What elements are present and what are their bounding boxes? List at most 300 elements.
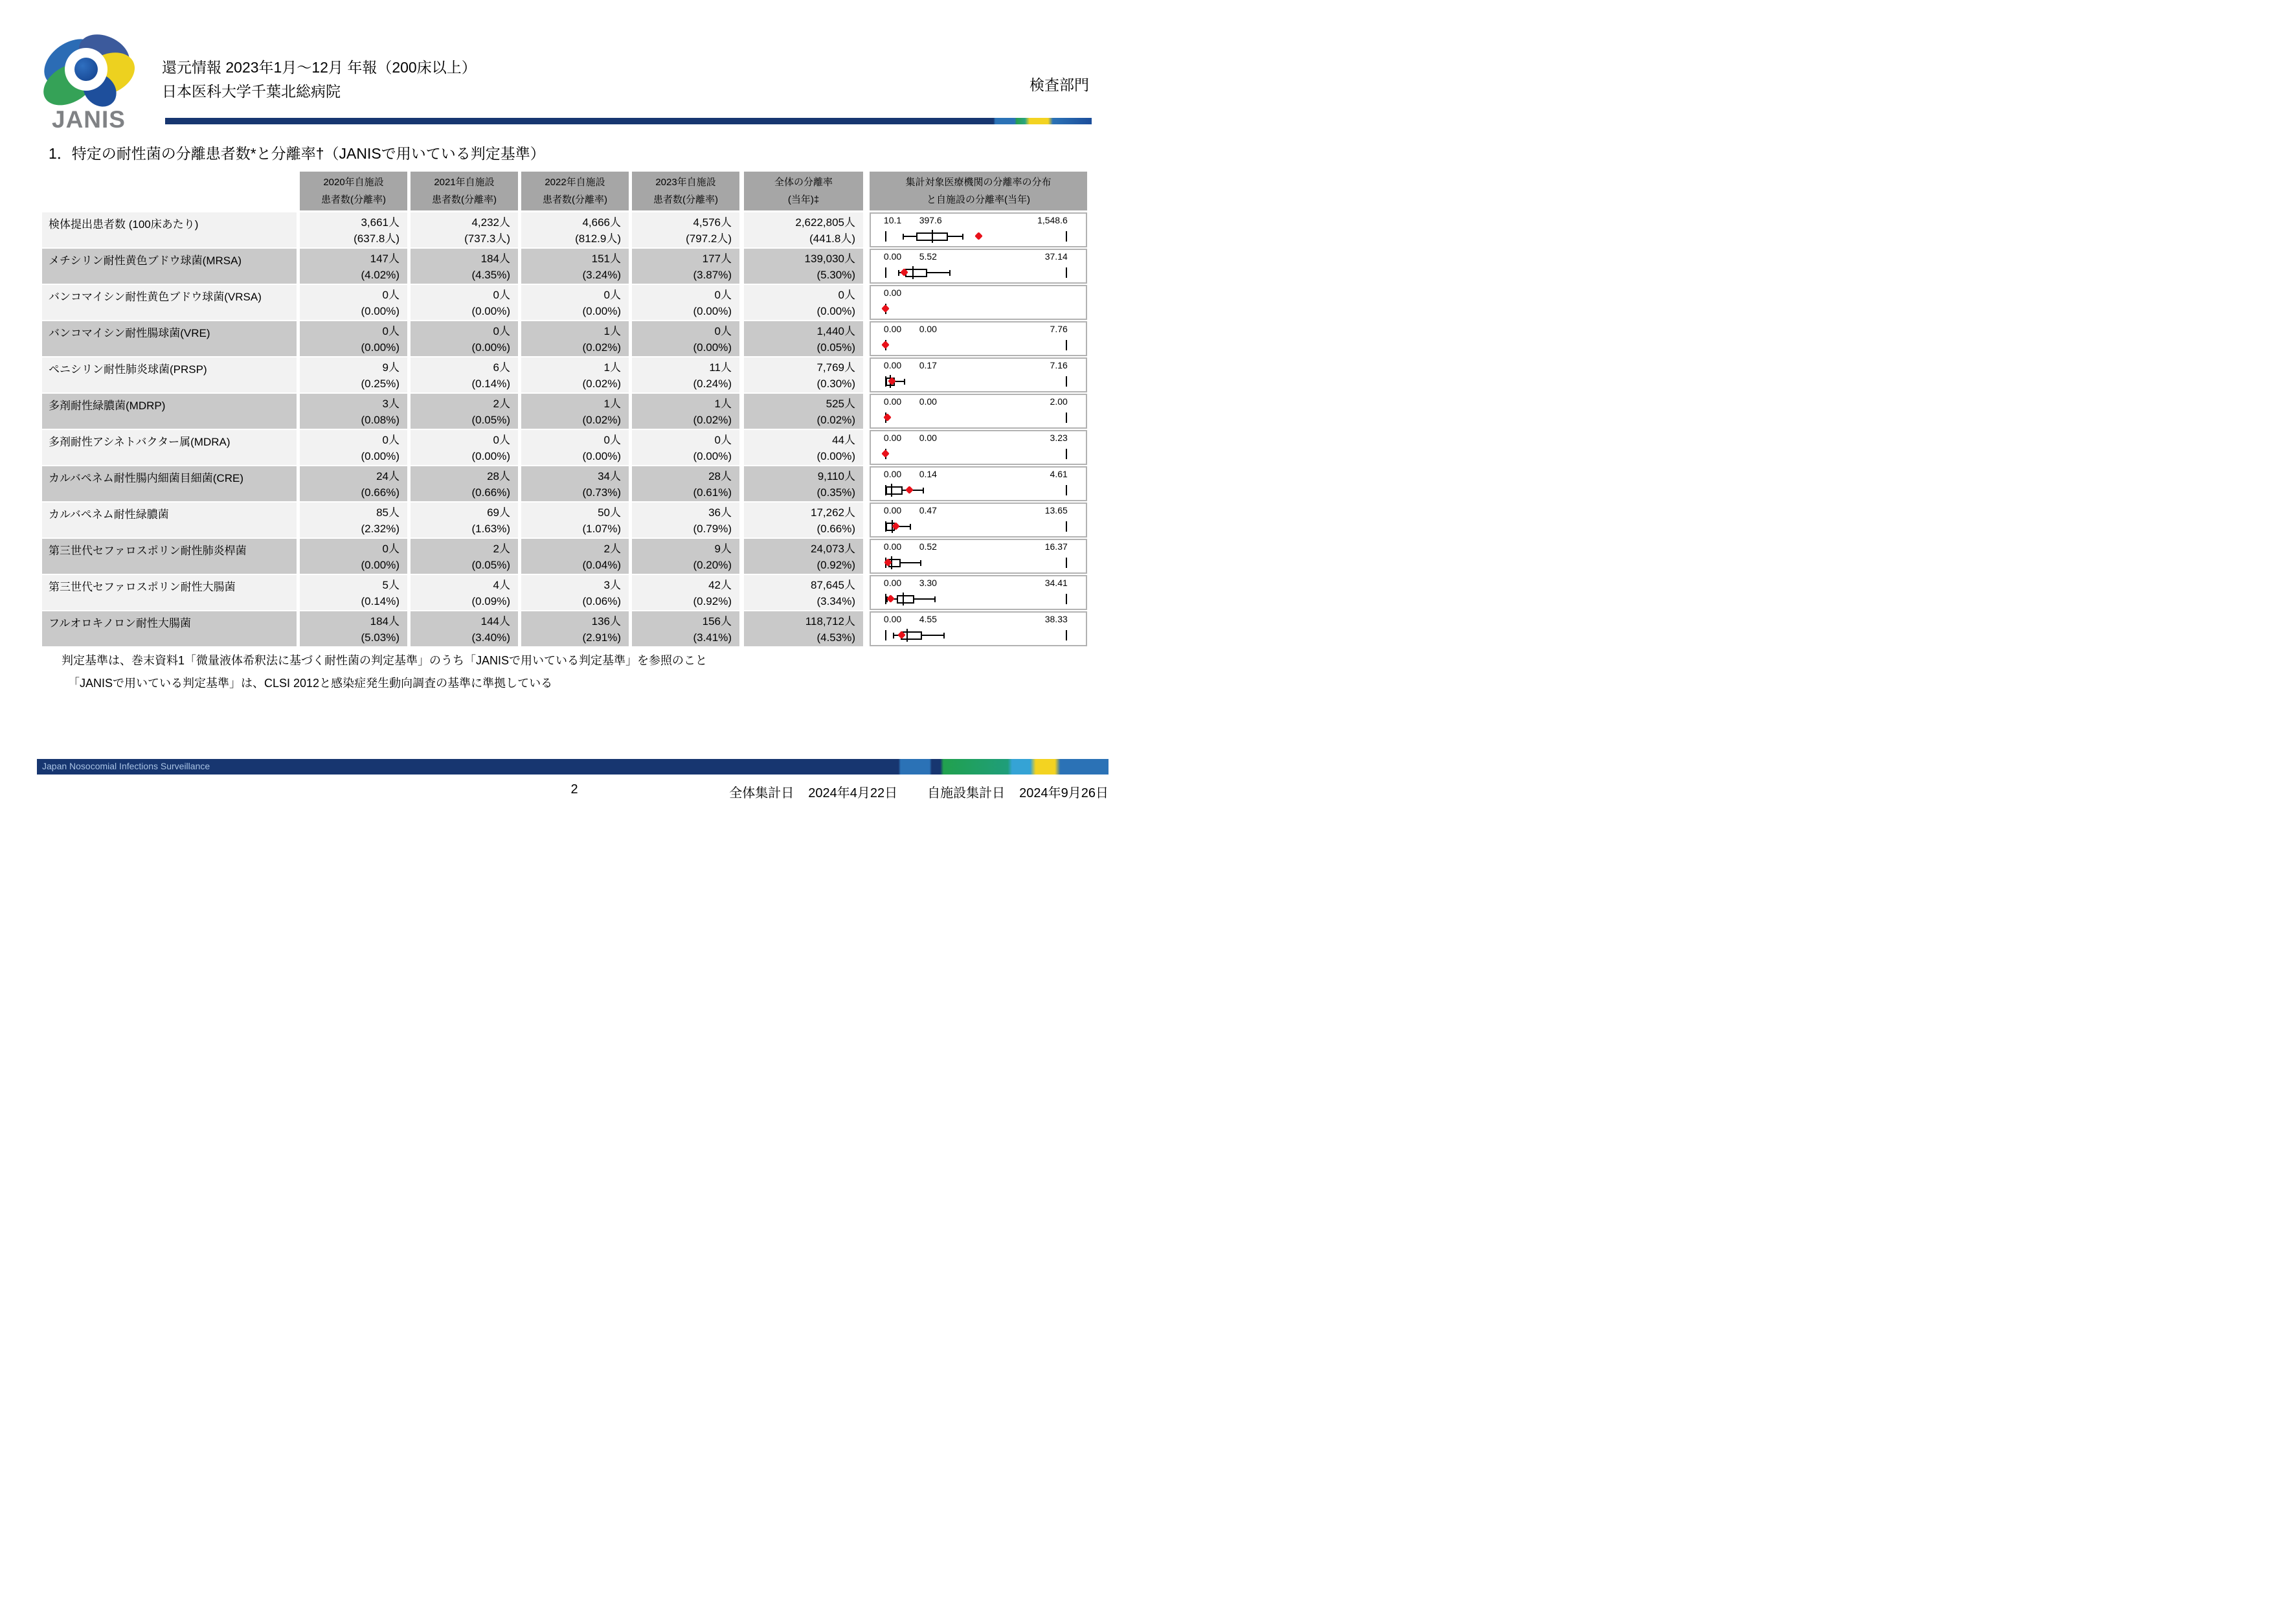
- patient-count: 87,645人: [811, 579, 855, 591]
- value-2021: [411, 503, 518, 537]
- table-body: [42, 212, 1087, 646]
- whisker-high-cap: [962, 234, 963, 240]
- dist-max-label: 7.16: [1050, 360, 1068, 370]
- value-total: [744, 249, 863, 284]
- dist-max-label: 34.41: [1044, 578, 1068, 588]
- isolation-rate: (3.24%): [582, 269, 621, 281]
- isolation-rate: (3.87%): [693, 269, 732, 281]
- dist-min-label: 0.00: [883, 469, 902, 479]
- value-2022: [521, 466, 629, 501]
- organism-label: カルバペネム耐性緑膿菌: [42, 503, 297, 537]
- value-2023: [632, 357, 739, 392]
- isolation-rate: (0.00%): [361, 305, 400, 317]
- isolation-rate: (0.00%): [693, 341, 732, 354]
- distribution-cell: [870, 503, 1087, 537]
- isolation-rate: (5.30%): [816, 269, 855, 281]
- value-2021: [411, 611, 518, 646]
- patient-count: 69人: [487, 506, 510, 519]
- col-header-2020: 2020年自施設 患者数(分離率): [300, 172, 407, 210]
- patient-count: 2人: [493, 398, 510, 410]
- distribution-cell: [870, 466, 1087, 501]
- axis-max-tick: [1066, 231, 1067, 242]
- organism-label: バンコマイシン耐性黄色ブドウ球菌(VRSA): [42, 285, 297, 320]
- logo-center-icon: [74, 58, 98, 81]
- patient-count: 6人: [493, 361, 510, 374]
- value-2020: [300, 212, 407, 247]
- isolation-rate: (0.02%): [816, 414, 855, 426]
- isolation-rate: (3.40%): [471, 631, 510, 644]
- isolation-rate: (0.00%): [582, 450, 621, 462]
- patient-count: 0人: [603, 434, 621, 446]
- organism-label: 多剤耐性緑膿菌(MDRP): [42, 394, 297, 429]
- patient-count: 1,440人: [816, 325, 855, 337]
- isolation-rate: (0.73%): [582, 486, 621, 499]
- aggregation-dates: [729, 782, 1109, 801]
- patient-count: 144人: [480, 615, 510, 628]
- axis-max-tick: [1066, 521, 1067, 532]
- value-2022: [521, 394, 629, 429]
- dist-min-label: 0.00: [883, 505, 902, 515]
- patient-count: 2人: [493, 543, 510, 555]
- value-2020: [300, 611, 407, 646]
- patient-count: 34人: [598, 470, 621, 482]
- value-total: [744, 539, 863, 574]
- dist-median-label: 0.17: [919, 360, 937, 370]
- value-total: [744, 466, 863, 501]
- patient-count: 85人: [376, 506, 400, 519]
- patient-count: 44人: [832, 434, 855, 446]
- value-total: [744, 285, 863, 320]
- organism-label: メチシリン耐性黄色ブドウ球菌(MRSA): [42, 249, 297, 284]
- isolation-rate: (0.92%): [816, 559, 855, 571]
- isolation-rate: (0.06%): [582, 595, 621, 607]
- value-2022: [521, 539, 629, 574]
- patient-count: 50人: [598, 506, 621, 519]
- dist-min-label: 0.00: [883, 614, 902, 624]
- patient-count: 0人: [714, 434, 732, 446]
- patient-count: 0人: [838, 289, 855, 301]
- dist-max-label: 4.61: [1050, 469, 1068, 479]
- patient-count: 0人: [382, 325, 400, 337]
- patient-count: 9人: [382, 361, 400, 374]
- isolation-rate: (0.00%): [471, 450, 510, 462]
- dist-max-label: 16.37: [1044, 541, 1068, 552]
- patient-count: 0人: [493, 434, 510, 446]
- table-row: [42, 321, 1087, 356]
- report-title-line2: 日本医科大学千葉北総病院: [162, 83, 341, 100]
- value-2020: [300, 394, 407, 429]
- footnote-1: 判定基準は、巻末資料1「微量液体希釈法に基づく耐性菌の判定基準」のうち「JANISで用いている判定基準」を参照のこと: [62, 654, 708, 667]
- whisker-high-cap: [910, 524, 911, 530]
- isolation-rate: (0.66%): [816, 523, 855, 535]
- value-total: [744, 357, 863, 392]
- axis-max-tick: [1066, 376, 1067, 387]
- table-row: [42, 503, 1087, 537]
- value-2022: [521, 503, 629, 537]
- value-2022: [521, 575, 629, 610]
- janis-logo: [40, 35, 137, 132]
- isolation-rate: (0.00%): [816, 305, 855, 317]
- patient-count: 156人: [702, 615, 732, 628]
- boxplot: [871, 553, 1086, 572]
- isolation-rate: (0.02%): [693, 414, 732, 426]
- isolation-rate: (0.05%): [471, 559, 510, 571]
- isolation-rate: (2.32%): [361, 523, 400, 535]
- isolation-rate: (797.2人): [686, 232, 732, 245]
- iqr-box: [886, 486, 902, 495]
- isolation-rate: (4.35%): [471, 269, 510, 281]
- value-2023: [632, 503, 739, 537]
- logo-wordmark: JANIS: [52, 106, 126, 133]
- distribution-cell: [870, 249, 1087, 284]
- isolation-rate: (0.79%): [693, 523, 732, 535]
- table-row: [42, 466, 1087, 501]
- boxplot: [871, 227, 1086, 246]
- isolation-rate: (0.14%): [361, 595, 400, 607]
- value-2021: [411, 430, 518, 465]
- isolation-rate: (737.3人): [464, 232, 510, 245]
- whisker-high-cap: [949, 270, 951, 276]
- value-total: [744, 321, 863, 356]
- iqr-box: [897, 595, 914, 604]
- value-2022: [521, 430, 629, 465]
- value-total: [744, 212, 863, 247]
- value-2020: [300, 539, 407, 574]
- table-row: [42, 249, 1087, 284]
- dist-median-label: 0.14: [919, 469, 937, 479]
- whisker-high-cap: [923, 488, 924, 493]
- report-page: [0, 0, 1148, 803]
- value-2020: [300, 430, 407, 465]
- isolation-rate: (0.00%): [693, 450, 732, 462]
- table-row: [42, 357, 1087, 392]
- isolation-rate: (1.63%): [471, 523, 510, 535]
- isolation-rate: (0.25%): [361, 378, 400, 390]
- value-2022: [521, 285, 629, 320]
- isolation-rate: (0.66%): [361, 486, 400, 499]
- patient-count: 3人: [382, 398, 400, 410]
- value-2021: [411, 466, 518, 501]
- boxplot: [871, 263, 1086, 282]
- patient-count: 0人: [382, 434, 400, 446]
- total-date-value: 2024年4月22日: [808, 786, 898, 800]
- value-2021: [411, 249, 518, 284]
- whisker-high-line: [927, 272, 950, 273]
- isolation-rate: (1.07%): [582, 523, 621, 535]
- value-2021: [411, 394, 518, 429]
- value-2021: [411, 575, 518, 610]
- patient-count: 9人: [714, 543, 732, 555]
- organism-label: 第三世代セファロスポリン耐性大腸菌: [42, 575, 297, 610]
- footer-bar: [37, 759, 1109, 775]
- dist-median-label: 0.00: [919, 396, 937, 407]
- isolation-rate: (3.41%): [693, 631, 732, 644]
- dist-min-label: 10.1: [883, 215, 902, 225]
- resistance-table: [42, 172, 1087, 648]
- axis-max-tick: [1066, 594, 1067, 604]
- axis-max-tick: [1066, 449, 1067, 459]
- whisker-high-cap: [943, 633, 945, 639]
- whisker-low-cap: [898, 270, 899, 276]
- value-2020: [300, 503, 407, 537]
- whisker-high-line: [922, 635, 944, 636]
- patient-count: 4,576人: [693, 216, 732, 229]
- axis-min-tick: [885, 267, 886, 278]
- patient-count: 184人: [370, 615, 400, 628]
- table-row: [42, 611, 1087, 646]
- axis-max-tick: [1066, 413, 1067, 423]
- isolation-rate: (4.53%): [816, 631, 855, 644]
- isolation-rate: (0.05%): [816, 341, 855, 354]
- patient-count: 4,666人: [582, 216, 621, 229]
- patient-count: 24,073人: [811, 543, 855, 555]
- value-2023: [632, 575, 739, 610]
- dist-min-label: 0.00: [883, 251, 902, 262]
- surveillance-name: Japan Nosocomial Infections Surveillance: [42, 761, 210, 771]
- whisker-high-cap: [934, 596, 936, 602]
- table-row: [42, 212, 1087, 247]
- value-2023: [632, 430, 739, 465]
- boxplot: [871, 335, 1086, 355]
- patient-count: 24人: [376, 470, 400, 482]
- col-header-2022: 2022年自施設 患者数(分離率): [521, 172, 629, 210]
- value-2020: [300, 285, 407, 320]
- value-2023: [632, 321, 739, 356]
- dist-max-label: 1,548.6: [1037, 215, 1068, 225]
- isolation-rate: (0.00%): [471, 305, 510, 317]
- footnote-2: 「JANISで用いている判定基準」は、CLSI 2012と感染症発生動向調査の基準に準拠している: [68, 677, 553, 690]
- patient-count: 2人: [603, 543, 621, 555]
- axis-min-tick: [885, 231, 886, 242]
- value-2021: [411, 539, 518, 574]
- facility-marker: [881, 304, 890, 313]
- patient-count: 36人: [708, 506, 732, 519]
- value-2022: [521, 357, 629, 392]
- isolation-rate: (637.8人): [354, 232, 400, 245]
- whisker-low-line: [903, 236, 916, 237]
- value-2023: [632, 539, 739, 574]
- value-2020: [300, 321, 407, 356]
- patient-count: 0人: [382, 289, 400, 301]
- patient-count: 151人: [591, 253, 621, 265]
- value-2023: [632, 611, 739, 646]
- whisker-high-cap: [904, 379, 905, 385]
- dist-max-label: 3.23: [1050, 433, 1068, 443]
- isolation-rate: (0.35%): [816, 486, 855, 499]
- page-number: 2: [570, 782, 578, 797]
- boxplot: [871, 372, 1086, 391]
- value-2021: [411, 285, 518, 320]
- dist-median-label: 4.55: [919, 614, 937, 624]
- value-2022: [521, 611, 629, 646]
- value-2023: [632, 466, 739, 501]
- patient-count: 4人: [493, 579, 510, 591]
- boxplot: [871, 589, 1086, 609]
- value-2023: [632, 212, 739, 247]
- dist-min-label: 0.00: [883, 541, 902, 552]
- isolation-rate: (0.02%): [582, 341, 621, 354]
- patient-count: 0人: [382, 543, 400, 555]
- dist-min-label: 0.00: [883, 324, 902, 334]
- median-line: [891, 484, 892, 497]
- value-total: [744, 503, 863, 537]
- value-2021: [411, 321, 518, 356]
- facility-marker: [881, 449, 890, 458]
- patient-count: 28人: [708, 470, 732, 482]
- whisker-high-cap: [920, 560, 921, 566]
- value-2022: [521, 321, 629, 356]
- whisker-low-cap: [903, 234, 904, 240]
- boxplot: [871, 517, 1086, 536]
- isolation-rate: (0.30%): [816, 378, 855, 390]
- patient-count: 0人: [493, 289, 510, 301]
- dist-median-label: 5.52: [919, 251, 937, 262]
- distribution-cell: [870, 575, 1087, 610]
- isolation-rate: (0.00%): [693, 305, 732, 317]
- col-header-2021: 2021年自施設 患者数(分離率): [411, 172, 518, 210]
- isolation-rate: (4.02%): [361, 269, 400, 281]
- dist-min-label: 0.00: [883, 396, 902, 407]
- table-row: [42, 285, 1087, 320]
- department-label: 検査部門: [1030, 76, 1089, 93]
- isolation-rate: (812.9人): [575, 232, 621, 245]
- isolation-rate: (0.61%): [693, 486, 732, 499]
- table-row: [42, 575, 1087, 610]
- whisker-high-line: [914, 598, 935, 600]
- organism-label: 第三世代セファロスポリン耐性肺炎桿菌: [42, 539, 297, 574]
- dist-max-label: 7.76: [1050, 324, 1068, 334]
- patient-count: 28人: [487, 470, 510, 482]
- facility-date-value: 2024年9月26日: [1019, 786, 1109, 800]
- facility-marker: [881, 341, 890, 349]
- patient-count: 3,661人: [361, 216, 400, 229]
- patient-count: 42人: [708, 579, 732, 591]
- distribution-cell: [870, 285, 1087, 320]
- value-2020: [300, 575, 407, 610]
- distribution-cell: [870, 539, 1087, 574]
- dist-max-label: 37.14: [1044, 251, 1068, 262]
- isolation-rate: (0.02%): [582, 378, 621, 390]
- dist-max-label: 13.65: [1044, 505, 1068, 515]
- patient-count: 147人: [370, 253, 400, 265]
- dist-median-label: 0.00: [919, 324, 937, 334]
- median-line: [912, 266, 914, 279]
- distribution-cell: [870, 430, 1087, 465]
- distribution-cell: [870, 321, 1087, 356]
- isolation-rate: (2.91%): [582, 631, 621, 644]
- patient-count: 118,712人: [805, 615, 855, 628]
- isolation-rate: (0.00%): [582, 305, 621, 317]
- isolation-rate: (0.92%): [693, 595, 732, 607]
- axis-max-tick: [1066, 558, 1067, 568]
- boxplot: [871, 299, 1086, 319]
- isolation-rate: (0.08%): [361, 414, 400, 426]
- value-2022: [521, 249, 629, 284]
- dist-min-label: 0.00: [883, 288, 902, 298]
- isolation-rate: (0.20%): [693, 559, 732, 571]
- axis-max-tick: [1066, 340, 1067, 350]
- axis-max-tick: [1066, 485, 1067, 495]
- patient-count: 1人: [603, 361, 621, 374]
- isolation-rate: (0.24%): [693, 378, 732, 390]
- facility-marker: [883, 413, 892, 422]
- isolation-rate: (0.00%): [816, 450, 855, 462]
- isolation-rate: (0.04%): [582, 559, 621, 571]
- value-2020: [300, 357, 407, 392]
- patient-count: 9,110人: [817, 470, 855, 482]
- median-line: [906, 629, 908, 642]
- isolation-rate: (0.05%): [471, 414, 510, 426]
- isolation-rate: (0.02%): [582, 414, 621, 426]
- boxplot: [871, 626, 1086, 645]
- whisker-high-line: [901, 562, 921, 563]
- axis-max-tick: [1066, 267, 1067, 278]
- distribution-cell: [870, 212, 1087, 247]
- organism-label: 検体提出患者数 (100床あたり): [42, 212, 297, 247]
- facility-date-label: 自施設集計日: [927, 786, 1006, 800]
- value-total: [744, 394, 863, 429]
- isolation-rate: (5.03%): [361, 631, 400, 644]
- organism-label: ペニシリン耐性肺炎球菌(PRSP): [42, 357, 297, 392]
- boxplot: [871, 408, 1086, 427]
- patient-count: 5人: [382, 579, 400, 591]
- patient-count: 1人: [603, 398, 621, 410]
- facility-marker: [905, 486, 914, 494]
- patient-count: 184人: [480, 253, 510, 265]
- median-line: [903, 593, 904, 605]
- distribution-cell: [870, 394, 1087, 429]
- patient-count: 0人: [714, 289, 732, 301]
- patient-count: 139,030人: [804, 253, 855, 265]
- median-line: [932, 230, 933, 243]
- value-total: [744, 575, 863, 610]
- value-total: [744, 611, 863, 646]
- patient-count: 11人: [709, 361, 732, 374]
- patient-count: 525人: [826, 398, 855, 410]
- report-title-line1: 還元情報 2023年1月～12月 年報（200床以上）: [162, 59, 477, 76]
- isolation-rate: (0.00%): [361, 341, 400, 354]
- iqr-box: [905, 269, 927, 277]
- patient-count: 7,769人: [816, 361, 855, 374]
- dist-min-label: 0.00: [883, 360, 902, 370]
- table-header-row: [42, 172, 1087, 210]
- dist-median-label: 0.47: [919, 505, 937, 515]
- dist-median-label: 397.6: [919, 215, 942, 225]
- axis-min-tick: [885, 630, 886, 640]
- organism-label: バンコマイシン耐性腸球菌(VRE): [42, 321, 297, 356]
- col-header-2023: 2023年自施設 患者数(分離率): [632, 172, 739, 210]
- patient-count: 0人: [714, 325, 732, 337]
- whisker-low-cap: [893, 633, 894, 639]
- isolation-rate: (0.00%): [471, 341, 510, 354]
- patient-count: 4,232人: [471, 216, 510, 229]
- facility-marker: [974, 232, 983, 240]
- value-2021: [411, 357, 518, 392]
- value-2023: [632, 285, 739, 320]
- value-2022: [521, 212, 629, 247]
- organism-label: フルオロキノロン耐性大腸菌: [42, 611, 297, 646]
- patient-count: 0人: [493, 325, 510, 337]
- col-header-distribution: 集計対象医療機関の分離率の分布 と自施設の分離率(当年): [870, 172, 1087, 210]
- value-2023: [632, 249, 739, 284]
- table-row: [42, 539, 1087, 574]
- table-row: [42, 394, 1087, 429]
- distribution-cell: [870, 611, 1087, 646]
- value-2020: [300, 249, 407, 284]
- value-2020: [300, 466, 407, 501]
- dist-median-label: 0.52: [919, 541, 937, 552]
- patient-count: 17,262人: [811, 506, 855, 519]
